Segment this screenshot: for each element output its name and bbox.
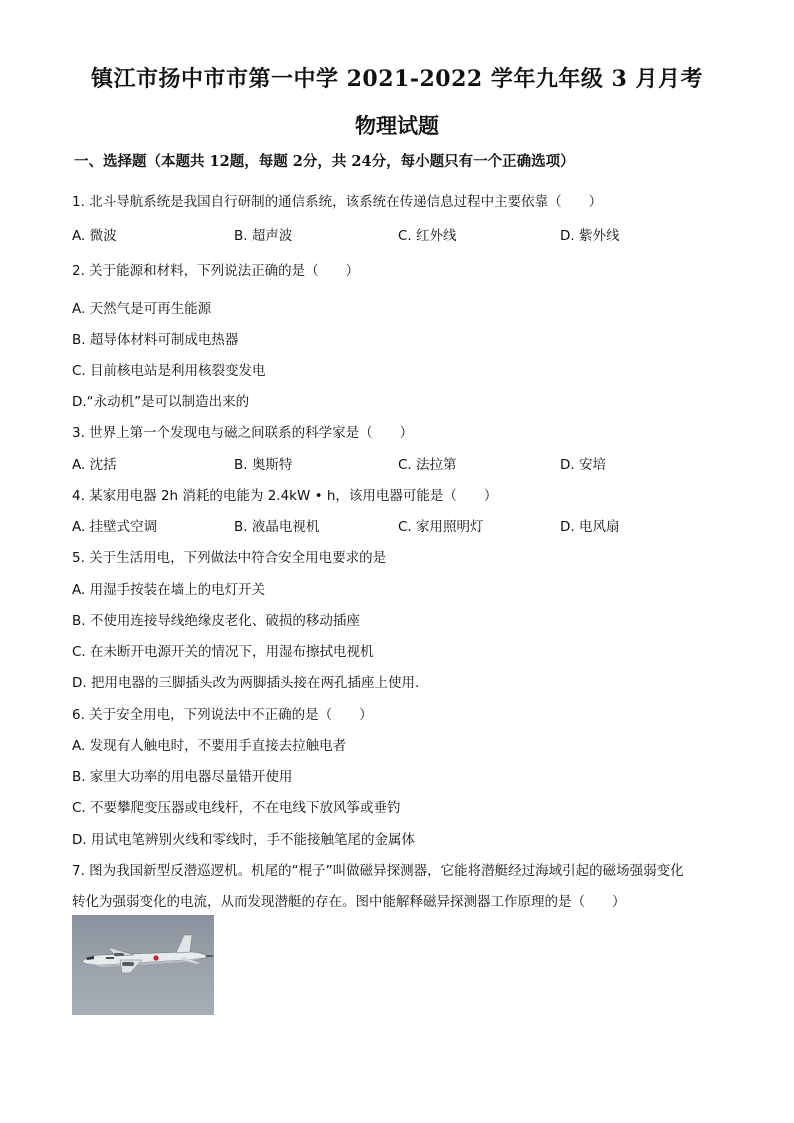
question-6-option-c: C. 不要攀爬变压器或电线杆，不在电线下放风筝或垂钓 (72, 800, 401, 816)
section-heading: 一、选择题（本题共 12题，每题 2分，共 24分，每小题只有一个正确选项） (74, 153, 575, 170)
question-2-option-a: A. 天然气是可再生能源 (72, 301, 212, 317)
question-4-option-b: B. 液晶电视机 (234, 519, 320, 535)
question-2-stem: 2. 关于能源和材料，下列说法正确的是（ ） (72, 263, 360, 279)
question-6-option-a: A. 发现有人触电时，不要用手直接去拉触电者 (72, 738, 347, 754)
question-5-option-a: A. 用湿手按装在墙上的电灯开关 (72, 582, 266, 598)
question-1-option-c: C. 红外线 (398, 228, 457, 244)
aircraft-illustration (72, 915, 214, 1015)
question-2-option-b: B. 超导体材料可制成电热器 (72, 332, 239, 348)
question-2-option-d: D.“永动机”是可以制造出来的 (72, 394, 250, 410)
question-3-stem: 3. 世界上第一个发现电与磁之间联系的科学家是（ ） (72, 425, 414, 441)
question-3-option-d: D. 安培 (560, 457, 606, 473)
question-1-option-b: B. 超声波 (234, 228, 293, 244)
question-2-option-c: C. 目前核电站是利用核裂变发电 (72, 363, 266, 379)
question-6-stem: 6. 关于安全用电，下列说法中不正确的是（ ） (72, 707, 373, 723)
question-1-option-d: D. 紫外线 (560, 228, 620, 244)
question-1-stem: 1. 北斗导航系统是我国自行研制的通信系统，该系统在传递信息过程中主要依靠（ ） (72, 194, 603, 210)
question-6-option-d: D. 用试电笔辨别火线和零线时，手不能接触笔尾的金属体 (72, 832, 415, 848)
question-4-option-a: A. 挂壁式空调 (72, 519, 158, 535)
question-5-stem: 5. 关于生活用电，下列做法中符合安全用电要求的是 (72, 550, 387, 566)
exam-subtitle: 物理试题 (355, 113, 439, 138)
question-4-stem: 4. 某家用电器 2h 消耗的电能为 2.4kW • h，该用电器可能是（ ） (72, 488, 498, 504)
question-5-option-d: D. 把用电器的三脚插头改为两脚插头接在两孔插座上使用. (72, 675, 420, 691)
question-5-option-c: C. 在未断开电源开关的情况下，用湿布擦拭电视机 (72, 644, 374, 660)
question-4-option-c: C. 家用照明灯 (398, 519, 484, 535)
question-3-option-c: C. 法拉第 (398, 457, 457, 473)
question-1-option-a: A. 微波 (72, 228, 117, 244)
patrol-aircraft-photo (72, 915, 214, 1015)
question-7-stem-line-1: 7. 图为我国新型反潜巡逻机。机尾的“棍子”叫做磁异探测器，它能将潜艇经过海域引起的磁场强弱变化 (72, 863, 684, 879)
question-3-option-b: B. 奥斯特 (234, 457, 293, 473)
exam-title: 镇江市扬中市市第一中学 2021-2022 学年九年级 3 月月考 (90, 66, 704, 92)
question-6-option-b: B. 家里大功率的用电器尽量错开使用 (72, 769, 293, 785)
question-7-stem-line-2: 转化为强弱变化的电流，从而发现潜艇的存在。图中能解释磁异探测器工作原理的是（ ） (72, 894, 626, 910)
question-4-option-d: D. 电风扇 (560, 519, 620, 535)
question-5-option-b: B. 不使用连接导线绝缘皮老化、破损的移动插座 (72, 613, 360, 629)
question-3-option-a: A. 沈括 (72, 457, 117, 473)
